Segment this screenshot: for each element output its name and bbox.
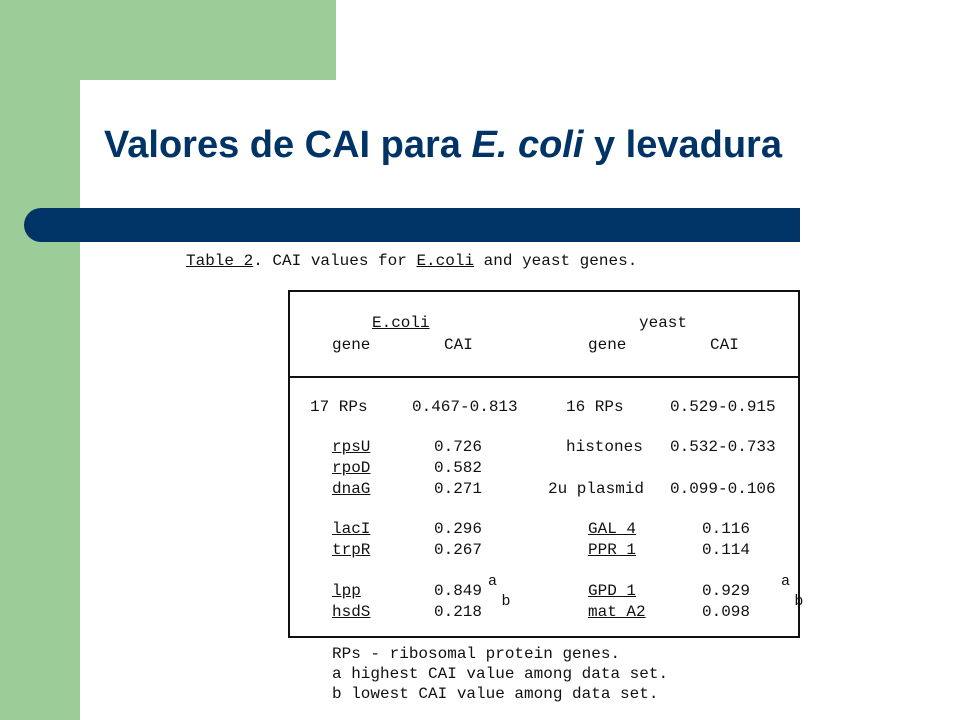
title-underline-bar <box>24 208 800 242</box>
table-cell: 0.267 <box>434 541 483 559</box>
table-cell: 0.296 <box>434 520 483 538</box>
header-cai-right: CAI <box>710 336 739 354</box>
header-gene-right: gene <box>588 336 627 354</box>
table-cell: lacI <box>332 520 371 538</box>
table-cell: 0.098 <box>702 603 751 621</box>
top-accent-block <box>80 0 336 80</box>
header-yeast: yeast <box>639 314 688 332</box>
table-cell: rpoD <box>332 459 371 477</box>
table-cell: trpR <box>332 541 371 559</box>
table-cell: PPR 1 <box>588 541 637 559</box>
table-cell: lpp <box>332 582 361 600</box>
table-cell: 0.849 <box>434 582 483 600</box>
table-cell: 0.218 <box>434 603 483 621</box>
table-cell: 0.726 <box>434 438 483 456</box>
table-cell: mat A2 <box>588 603 646 621</box>
table-cell: 0.582 <box>434 459 483 477</box>
table-cell: GPD 1 <box>588 582 637 600</box>
table-cell: 0.929 <box>702 582 751 600</box>
left-accent-bar <box>0 0 80 720</box>
footnote-mark: b <box>794 593 804 610</box>
table-cell: 16 RPs <box>566 398 624 416</box>
header-gene-left: gene <box>332 336 371 354</box>
caption-label: Table 2 <box>186 252 254 270</box>
cai-table <box>288 290 804 638</box>
table-cell: histones <box>566 438 643 456</box>
table-cell: 0.114 <box>702 541 751 559</box>
table-cell: 2u plasmid <box>548 480 645 498</box>
table-cell: 17 RPs <box>310 398 368 416</box>
header-divider <box>290 376 798 378</box>
table-cell: hsdS <box>332 603 371 621</box>
table-cell: 0.116 <box>702 520 751 538</box>
title-text-1: Valores de CAI para <box>104 124 472 166</box>
title-text-italic: E. coli <box>471 124 584 166</box>
footnote-line: a highest CAI value among data set. <box>332 665 669 683</box>
table-cell: 0.099-0.106 <box>670 480 776 498</box>
table-cell: 0.529-0.915 <box>670 398 776 416</box>
table-caption <box>186 252 637 270</box>
header-ecoli: E.coli <box>372 314 430 332</box>
table-cell: 0.532-0.733 <box>670 438 776 456</box>
caption-text-end: and yeast genes. <box>474 252 638 270</box>
footnote-line: b lowest CAI value among data set. <box>332 685 659 703</box>
table-cell: dnaG <box>332 480 371 498</box>
caption-organism: E.coli <box>416 252 475 270</box>
table-cell: 0.271 <box>434 480 483 498</box>
footnote-line: RPs - ribosomal protein genes. <box>332 645 621 663</box>
footnote-mark: a <box>488 573 498 590</box>
table-cell: rpsU <box>332 438 371 456</box>
footnote-mark: b <box>501 593 511 610</box>
table-cell: 0.467-0.813 <box>412 398 518 416</box>
title-text-2: y levadura <box>583 124 782 166</box>
caption-text: . CAI values for <box>253 252 417 270</box>
table-cell: GAL 4 <box>588 520 637 538</box>
header-cai-left: CAI <box>444 336 473 354</box>
table-footnotes <box>332 644 668 704</box>
slide-title <box>104 124 782 167</box>
footnote-mark: a <box>780 573 790 590</box>
